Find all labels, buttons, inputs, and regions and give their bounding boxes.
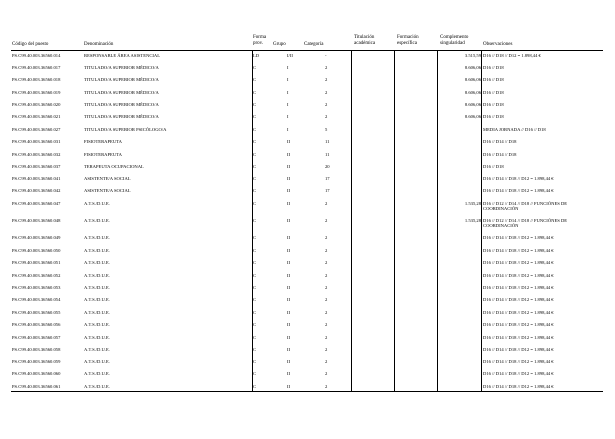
table-row [0, 152, 615, 164]
table-row [0, 201, 615, 213]
cell-denominacion: A.T.S./D.U.E. [84, 371, 110, 376]
cell-categoria: 2 [325, 297, 328, 302]
cell-categoria: 2 [325, 347, 328, 352]
cell-forma: C [253, 139, 257, 144]
cell-grupo: I [287, 77, 289, 82]
cell-grupo: II [287, 371, 291, 376]
cell-categoria: 2 [325, 310, 328, 315]
cell-denominacion: A.T.S./D.U.E. [84, 248, 110, 253]
cell-forma: C [253, 359, 257, 364]
cell-codigo: PS.C99.40.003.36560.021 [12, 114, 61, 119]
header-titulacion: Titulación académica [354, 35, 376, 46]
cell-observaciones: D16 // D14 // D18 [483, 139, 517, 144]
cell-denominacion: A.T.S./D.U.E. [84, 260, 110, 265]
table-row [0, 297, 615, 309]
cell-grupo: II [287, 273, 291, 278]
table-row [0, 310, 615, 322]
table-row [0, 102, 615, 114]
cell-denominacion: TITULADO/A SUPERIOR MÉDICO/A [84, 77, 159, 82]
cell-observaciones: D16 // D14 // D18 // D12 = 1.898,44 € [483, 248, 554, 253]
cell-forma: C [253, 384, 257, 389]
table-row [0, 371, 615, 383]
cell-categoria: - [325, 53, 327, 58]
cell-grupo: I/II [287, 53, 293, 58]
cell-codigo: PS.C99.40.003.36560.014 [12, 53, 61, 58]
cell-grupo: II [287, 235, 291, 240]
cell-categoria: 17 [325, 176, 330, 181]
header-formacion: Formación específica [397, 35, 419, 46]
cell-grupo: II [287, 152, 291, 157]
cell-observaciones: D16 // D14 // D18 // D12 = 1.898,44 € [483, 260, 554, 265]
cell-codigo: PS.C99.40.003.36560.055 [12, 310, 61, 315]
cell-observaciones: D16 // D14 // D18 // D12 = 1.898,44 € [483, 347, 554, 352]
cell-grupo: II [287, 176, 291, 181]
cell-denominacion: FISIOTERAPEUTA [84, 139, 122, 144]
cell-categoria: 20 [325, 164, 330, 169]
cell-denominacion: A.T.S./D.U.E. [84, 322, 110, 327]
cell-categoria: 2 [325, 90, 328, 95]
cell-observaciones: D16 // D14 // D18 // D12 = 1.898,44 € [483, 273, 554, 278]
cell-forma: C [253, 127, 257, 132]
cell-categoria: 2 [325, 235, 328, 240]
cell-denominacion: A.T.S./D.U.E. [84, 201, 110, 206]
cell-codigo: PS.C99.40.003.36560.032 [12, 152, 61, 157]
cell-forma: C [253, 371, 257, 376]
cell-categoria: 2 [325, 322, 328, 327]
cell-observaciones: D16 // D18 [483, 114, 504, 119]
table-row [0, 335, 615, 347]
cell-observaciones: D16 // D18 [483, 90, 504, 95]
cell-observaciones: D16 // D18 [483, 77, 504, 82]
cell-grupo: I [287, 114, 289, 119]
table-row [0, 77, 615, 89]
cell-forma: C [253, 114, 257, 119]
cell-codigo: PS.C99.40.003.36560.047 [12, 201, 61, 206]
cell-categoria: 2 [325, 260, 328, 265]
cell-denominacion: A.T.S./D.U.E. [84, 384, 110, 389]
cell-observaciones: D16 // D18 [483, 164, 504, 169]
cell-forma: C [253, 335, 257, 340]
cell-codigo: PS.C99.40.003.36560.051 [12, 260, 61, 265]
cell-grupo: I [287, 65, 289, 70]
cell-observaciones: D16 // D14 // D18 // D12 = 1.898,44 € [483, 384, 554, 389]
cell-categoria: 2 [325, 102, 328, 107]
cell-codigo: PS.C99.40.003.36560.057 [12, 335, 61, 340]
cell-complemento: 8.606,06 [464, 114, 481, 119]
cell-denominacion: A.T.S./D.U.E. [84, 235, 110, 240]
cell-codigo: PS.C99.40.003.36560.041 [12, 176, 61, 181]
cell-forma: C [253, 102, 257, 107]
table-row [0, 347, 615, 359]
cell-grupo: II [287, 248, 291, 253]
cell-categoria: 2 [325, 77, 328, 82]
cell-forma: C [253, 322, 257, 327]
cell-codigo: PS.C99.40.003.36560.060 [12, 371, 61, 376]
cell-denominacion: A.T.S./D.U.E. [84, 335, 110, 340]
cell-grupo: II [287, 322, 291, 327]
header-complemento: Complemento singularidad [440, 35, 469, 46]
header-categoria: Categoría [304, 42, 324, 47]
cell-codigo: PS.C99.40.003.36560.049 [12, 235, 61, 240]
header-grupo: Grupo [273, 42, 286, 47]
cell-observaciones: D16 // D12 // D14 // D18 // FUNCIÓNES DE COORDINACIÓN [483, 201, 568, 211]
cell-denominacion: A.T.S./D.U.E. [84, 218, 110, 223]
cell-denominacion: TITULADO/A SUPERIOR MÉDICO/A [84, 102, 159, 107]
cell-forma: C [253, 297, 257, 302]
cell-categoria: 11 [325, 139, 330, 144]
cell-categoria: 2 [325, 248, 328, 253]
cell-forma: C [253, 347, 257, 352]
cell-grupo: II [287, 164, 291, 169]
cell-observaciones: D16 // D14 // D18 // D12 = 1.898,44 € [483, 188, 554, 193]
cell-denominacion: RESPONSABLE ÁREA ASISTENCIAL [84, 53, 161, 58]
cell-forma: C [253, 152, 257, 157]
cell-observaciones: D16 // D14 // D18 // D12 = 1.898,44 € [483, 235, 554, 240]
cell-denominacion: A.T.S./D.U.E. [84, 310, 110, 315]
table-row [0, 114, 615, 126]
cell-denominacion: TITULADO/A SUPERIOR MÉDICO/A [84, 114, 159, 119]
cell-observaciones: D16 // D14 // D18 // D12 = 1.898,44 € [483, 359, 554, 364]
cell-forma: C [253, 218, 257, 223]
cell-denominacion: A.T.S./D.U.E. [84, 285, 110, 290]
cell-denominacion: TERAPEUTA OCUPACIONAL [84, 164, 144, 169]
cell-forma: C [253, 176, 257, 181]
cell-observaciones: D16 // D18 // D12 = 1.898,44 € [483, 53, 541, 58]
cell-complemento: 1.535,28 [464, 201, 481, 206]
cell-observaciones: D16 // D14 // D18 // D12 = 1.898,44 € [483, 297, 554, 302]
cell-forma: C [253, 201, 257, 206]
table-row [0, 65, 615, 77]
table-row [0, 384, 615, 396]
table-row [0, 53, 615, 65]
cell-denominacion: ASISTENTE/A SOCIAL [84, 188, 131, 193]
cell-grupo: I [287, 102, 289, 107]
cell-categoria: 2 [325, 285, 328, 290]
cell-categoria: 2 [325, 65, 328, 70]
table-row [0, 260, 615, 272]
cell-codigo: PS.C99.40.003.36560.019 [12, 90, 61, 95]
cell-grupo: II [287, 139, 291, 144]
cell-observaciones: D16 // D14 // D18 // D12 = 1.898,44 € [483, 335, 554, 340]
cell-complemento: 3.515,59 [464, 53, 481, 58]
cell-observaciones: D16 // D12 // D14 // D18 // FUNCIÓNES DE COORDINACIÓN [483, 218, 568, 228]
cell-categoria: 17 [325, 188, 330, 193]
cell-complemento: 8.606,06 [464, 90, 481, 95]
table-row [0, 127, 615, 139]
cell-grupo: II [287, 201, 291, 206]
cell-grupo: II [287, 297, 291, 302]
cell-categoria: 5 [325, 127, 328, 132]
cell-codigo: PS.C99.40.003.36560.020 [12, 102, 61, 107]
cell-categoria: 2 [325, 384, 328, 389]
table-row [0, 285, 615, 297]
cell-observaciones: D16 // D14 // D18 // D12 = 1.898,44 € [483, 322, 554, 327]
header-forma: Forma prov. [253, 35, 267, 46]
header-denominacion: Denominación [84, 42, 114, 47]
header-observaciones: Observaciones [483, 42, 513, 47]
cell-forma: C [253, 273, 257, 278]
cell-categoria: 2 [325, 273, 328, 278]
header-rule [11, 50, 603, 51]
table-row [0, 90, 615, 102]
header-codigo: Código del puesto [12, 42, 49, 47]
cell-forma: C [253, 248, 257, 253]
table-row [0, 164, 615, 176]
cell-categoria: 2 [325, 201, 328, 206]
cell-forma: C [253, 164, 257, 169]
cell-grupo: II [287, 359, 291, 364]
cell-grupo: II [287, 285, 291, 290]
cell-codigo: PS.C99.40.003.36560.053 [12, 285, 61, 290]
table-row [0, 322, 615, 334]
cell-observaciones: D16 // D18 [483, 102, 504, 107]
cell-grupo: II [287, 218, 291, 223]
table-row [0, 139, 615, 151]
cell-categoria: 2 [325, 359, 328, 364]
cell-forma: C [253, 310, 257, 315]
cell-codigo: PS.C99.40.003.36560.017 [12, 65, 61, 70]
cell-categoria: 11 [325, 152, 330, 157]
cell-codigo: PS.C99.40.003.36560.048 [12, 218, 61, 223]
table-row [0, 273, 615, 285]
cell-denominacion: TITULADO/A SUPERIOR MÉDICO/A [84, 65, 159, 70]
cell-observaciones: MEDIA JORNADA // D16 // D18 [483, 127, 546, 132]
cell-categoria: 2 [325, 335, 328, 340]
cell-forma: C [253, 90, 257, 95]
cell-forma: C [253, 77, 257, 82]
cell-denominacion: A.T.S./D.U.E. [84, 359, 110, 364]
cell-denominacion: ASISTENTE/A SOCIAL [84, 176, 131, 181]
cell-codigo: PS.C99.40.003.36560.050 [12, 248, 61, 253]
cell-grupo: I [287, 90, 289, 95]
table-row [0, 218, 615, 230]
cell-codigo: PS.C99.40.003.36560.037 [12, 164, 61, 169]
cell-denominacion: A.T.S./D.U.E. [84, 273, 110, 278]
cell-forma: C [253, 285, 257, 290]
cell-observaciones: D16 // D18 [483, 65, 504, 70]
cell-complemento: 8.606,06 [464, 102, 481, 107]
cell-codigo: PS.C99.40.003.36560.054 [12, 297, 61, 302]
cell-observaciones: D16 // D14 // D18 [483, 152, 517, 157]
cell-codigo: PS.C99.40.003.36560.061 [12, 384, 61, 389]
cell-codigo: PS.C99.40.003.36560.018 [12, 77, 61, 82]
cell-complemento: 8.606,06 [464, 65, 481, 70]
cell-codigo: PS.C99.40.003.36560.042 [12, 188, 61, 193]
cell-observaciones: D16 // D14 // D18 // D12 = 1.898,44 € [483, 176, 554, 181]
cell-categoria: 2 [325, 114, 328, 119]
cell-codigo: PS.C99.40.003.36560.056 [12, 322, 61, 327]
cell-codigo: PS.C99.40.003.36560.027 [12, 127, 61, 132]
cell-observaciones: D16 // D14 // D18 // D12 = 1.898,44 € [483, 371, 554, 376]
cell-grupo: I [287, 127, 289, 132]
cell-categoria: 2 [325, 218, 328, 223]
cell-codigo: PS.C99.40.003.36560.059 [12, 359, 61, 364]
cell-grupo: II [287, 310, 291, 315]
cell-observaciones: D16 // D14 // D18 // D12 = 1.898,44 € [483, 310, 554, 315]
cell-forma: C [253, 65, 257, 70]
cell-denominacion: FISIOTERAPEUTA [84, 152, 122, 157]
table-row [0, 235, 615, 247]
cell-observaciones: D16 // D14 // D18 // D12 = 1.898,44 € [483, 285, 554, 290]
cell-grupo: II [287, 335, 291, 340]
cell-forma: C [253, 188, 257, 193]
cell-denominacion: A.T.S./D.U.E. [84, 347, 110, 352]
cell-grupo: II [287, 260, 291, 265]
cell-codigo: PS.C99.40.003.36560.058 [12, 347, 61, 352]
table-row [0, 359, 615, 371]
cell-grupo: II [287, 347, 291, 352]
cell-categoria: 2 [325, 371, 328, 376]
cell-forma: LD [253, 53, 260, 58]
table-row [0, 248, 615, 260]
cell-complemento: 8.606,06 [464, 77, 481, 82]
cell-forma: C [253, 235, 257, 240]
cell-denominacion: A.T.S./D.U.E. [84, 297, 110, 302]
cell-forma: C [253, 260, 257, 265]
cell-complemento: 1.535,28 [464, 218, 481, 223]
cell-grupo: II [287, 188, 291, 193]
cell-denominacion: TITULADO/A SUPERIOR MÉDICO/A [84, 90, 159, 95]
cell-grupo: II [287, 384, 291, 389]
table-row [0, 176, 615, 188]
cell-codigo: PS.C99.40.003.36560.031 [12, 139, 61, 144]
table-row [0, 188, 615, 200]
cell-denominacion: TITULADO/A SUPERIOR PSICÓLOGO/A [84, 127, 167, 132]
cell-codigo: PS.C99.40.003.36560.052 [12, 273, 61, 278]
